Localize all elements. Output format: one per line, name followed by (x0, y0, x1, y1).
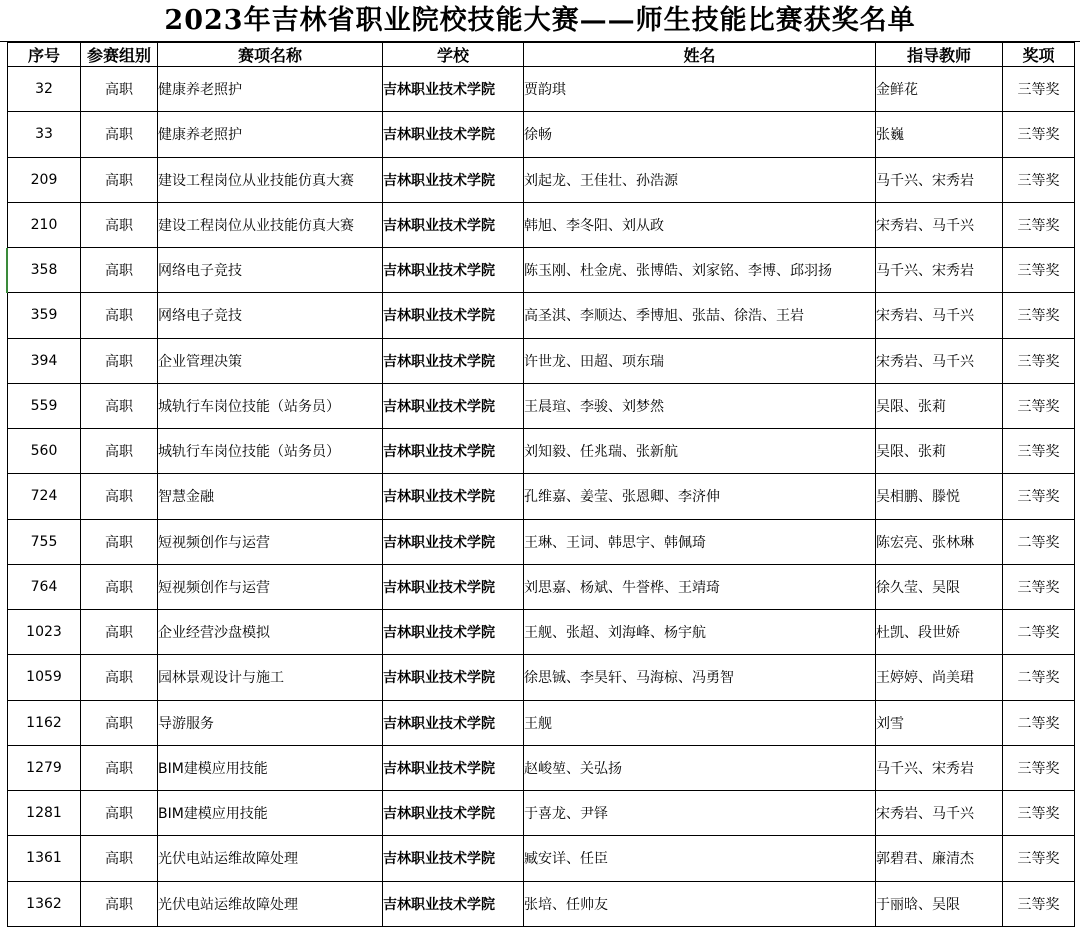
cell-school[interactable]: 吉林职业技术学院 (383, 745, 524, 790)
cell-no[interactable]: 1059 (8, 655, 81, 700)
cell-school[interactable]: 吉林职业技术学院 (383, 429, 524, 474)
cell-event[interactable]: 建设工程岗位从业技能仿真大赛 (158, 202, 383, 247)
table-row (8, 791, 1075, 836)
cell-group[interactable]: 高职 (81, 112, 158, 157)
cell-teacher[interactable]: 张巍 (876, 112, 1003, 157)
cell-award[interactable]: 二等奖 (1003, 655, 1075, 700)
cell-names[interactable]: 徐畅 (524, 112, 876, 157)
header-group[interactable]: 参赛组别 (81, 43, 158, 67)
cell-no[interactable]: 755 (8, 519, 81, 564)
cell-group[interactable]: 高职 (81, 564, 158, 609)
cell-award[interactable]: 三等奖 (1003, 383, 1075, 428)
cell-group[interactable]: 高职 (81, 67, 158, 112)
cell-event[interactable]: 光伏电站运维故障处理 (158, 836, 383, 881)
cell-teacher[interactable]: 郭碧君、廉清杰 (876, 836, 1003, 881)
cell-award[interactable]: 二等奖 (1003, 700, 1075, 745)
cell-teacher[interactable]: 刘雪 (876, 700, 1003, 745)
active-cell-marker (6, 248, 8, 293)
cell-group[interactable]: 高职 (81, 836, 158, 881)
cell-group[interactable]: 高职 (81, 248, 158, 293)
cell-event[interactable]: 企业经营沙盘模拟 (158, 610, 383, 655)
cell-teacher[interactable]: 吴相鹏、滕悦 (876, 474, 1003, 519)
cell-teacher[interactable]: 徐久莹、吴限 (876, 564, 1003, 609)
header-award[interactable]: 奖项 (1003, 43, 1075, 67)
cell-group[interactable]: 高职 (81, 157, 158, 202)
cell-award[interactable]: 三等奖 (1003, 112, 1075, 157)
cell-no[interactable]: 32 (8, 67, 81, 112)
cell-no[interactable]: 724 (8, 474, 81, 519)
cell-school[interactable]: 吉林职业技术学院 (383, 293, 524, 338)
table-row (8, 157, 1075, 202)
cell-names[interactable]: 王舰、张超、刘海峰、杨宇航 (524, 610, 876, 655)
cell-teacher[interactable]: 马千兴、宋秀岩 (876, 248, 1003, 293)
table-row (8, 202, 1075, 247)
table-row (8, 836, 1075, 881)
cell-award[interactable]: 三等奖 (1003, 564, 1075, 609)
cell-school[interactable]: 吉林职业技术学院 (383, 202, 524, 247)
cell-school[interactable]: 吉林职业技术学院 (383, 610, 524, 655)
cell-school[interactable]: 吉林职业技术学院 (383, 836, 524, 881)
cell-school[interactable]: 吉林职业技术学院 (383, 791, 524, 836)
cell-award[interactable]: 三等奖 (1003, 745, 1075, 790)
table-row (8, 745, 1075, 790)
cell-no[interactable]: 1361 (8, 836, 81, 881)
cell-school[interactable]: 吉林职业技术学院 (383, 474, 524, 519)
cell-names[interactable]: 许世龙、田超、项东瑞 (524, 338, 876, 383)
cell-event[interactable]: 网络电子竞技 (158, 293, 383, 338)
cell-event[interactable]: 网络电子竞技 (158, 248, 383, 293)
cell-event[interactable]: 智慧金融 (158, 474, 383, 519)
cell-award[interactable]: 三等奖 (1003, 157, 1075, 202)
cell-group[interactable]: 高职 (81, 700, 158, 745)
cell-no[interactable]: 764 (8, 564, 81, 609)
cell-group[interactable]: 高职 (81, 474, 158, 519)
cell-teacher[interactable]: 杜凯、段世娇 (876, 610, 1003, 655)
cell-award[interactable]: 三等奖 (1003, 248, 1075, 293)
cell-group[interactable]: 高职 (81, 881, 158, 926)
cell-group[interactable]: 高职 (81, 791, 158, 836)
cell-award[interactable]: 三等奖 (1003, 429, 1075, 474)
page-title: 2023年吉林省职业院校技能大赛——师生技能比赛获奖名单 (0, 0, 1080, 42)
cell-event[interactable]: 短视频创作与运营 (158, 519, 383, 564)
cell-no[interactable]: 1362 (8, 881, 81, 926)
cell-school[interactable]: 吉林职业技术学院 (383, 338, 524, 383)
cell-teacher[interactable]: 吴限、张莉 (876, 383, 1003, 428)
cell-group[interactable]: 高职 (81, 610, 158, 655)
table-row (8, 610, 1075, 655)
awards-table (7, 42, 1075, 927)
cell-names[interactable]: 赵峻堃、关弘扬 (524, 745, 876, 790)
cell-award[interactable]: 三等奖 (1003, 881, 1075, 926)
table-row (8, 700, 1075, 745)
cell-names[interactable]: 孔维嘉、姜莹、张恩卿、李济伸 (524, 474, 876, 519)
cell-school[interactable]: 吉林职业技术学院 (383, 67, 524, 112)
cell-award[interactable]: 三等奖 (1003, 338, 1075, 383)
cell-names[interactable]: 臧安详、任臣 (524, 836, 876, 881)
cell-names[interactable]: 贾韵琪 (524, 67, 876, 112)
cell-event[interactable]: BIM建模应用技能 (158, 791, 383, 836)
table-row (8, 383, 1075, 428)
table-row (8, 564, 1075, 609)
cell-teacher[interactable]: 吴限、张莉 (876, 429, 1003, 474)
cell-no[interactable]: 394 (8, 338, 81, 383)
cell-event[interactable]: 健康养老照护 (158, 67, 383, 112)
cell-event[interactable]: 城轨行车岗位技能（站务员） (158, 383, 383, 428)
cell-group[interactable]: 高职 (81, 745, 158, 790)
cell-award[interactable]: 二等奖 (1003, 519, 1075, 564)
cell-names[interactable]: 王晨瑄、李骏、刘梦然 (524, 383, 876, 428)
cell-school[interactable]: 吉林职业技术学院 (383, 383, 524, 428)
cell-event[interactable]: 导游服务 (158, 700, 383, 745)
cell-group[interactable]: 高职 (81, 383, 158, 428)
cell-names[interactable]: 徐思铖、李昊轩、马海椋、冯勇智 (524, 655, 876, 700)
cell-teacher[interactable]: 马千兴、宋秀岩 (876, 157, 1003, 202)
cell-no[interactable]: 33 (8, 112, 81, 157)
table-row (8, 429, 1075, 474)
cell-teacher[interactable]: 马千兴、宋秀岩 (876, 745, 1003, 790)
cell-school[interactable]: 吉林职业技术学院 (383, 112, 524, 157)
cell-names[interactable]: 刘思嘉、杨斌、牛誉桦、王靖琦 (524, 564, 876, 609)
cell-award[interactable]: 二等奖 (1003, 610, 1075, 655)
header-row (8, 43, 1075, 67)
table-row (8, 338, 1075, 383)
cell-event[interactable]: BIM建模应用技能 (158, 745, 383, 790)
cell-teacher[interactable]: 宋秀岩、马千兴 (876, 202, 1003, 247)
cell-school[interactable]: 吉林职业技术学院 (383, 248, 524, 293)
cell-school[interactable]: 吉林职业技术学院 (383, 655, 524, 700)
cell-school[interactable]: 吉林职业技术学院 (383, 519, 524, 564)
table-row (8, 112, 1075, 157)
cell-no[interactable]: 559 (8, 383, 81, 428)
cell-event[interactable]: 企业管理决策 (158, 338, 383, 383)
cell-no[interactable]: 560 (8, 429, 81, 474)
cell-names[interactable]: 陈玉刚、杜金虎、张博皓、刘家铭、李博、邱羽扬 (524, 248, 876, 293)
cell-no[interactable]: 210 (8, 202, 81, 247)
cell-no[interactable]: 209 (8, 157, 81, 202)
cell-no[interactable]: 359 (8, 293, 81, 338)
cell-names[interactable]: 高圣淇、李顺达、季博旭、张喆、徐浩、王岩 (524, 293, 876, 338)
cell-award[interactable]: 三等奖 (1003, 202, 1075, 247)
header-event[interactable]: 赛项名称 (158, 43, 383, 67)
cell-names[interactable]: 韩旭、李冬阳、刘从政 (524, 202, 876, 247)
cell-teacher[interactable]: 宋秀岩、马千兴 (876, 791, 1003, 836)
cell-event[interactable]: 光伏电站运维故障处理 (158, 881, 383, 926)
header-no[interactable]: 序号 (8, 43, 81, 67)
header-teacher[interactable]: 指导教师 (876, 43, 1003, 67)
cell-no[interactable]: 1023 (8, 610, 81, 655)
cell-event[interactable]: 园林景观设计与施工 (158, 655, 383, 700)
cell-award[interactable]: 三等奖 (1003, 474, 1075, 519)
cell-event[interactable]: 建设工程岗位从业技能仿真大赛 (158, 157, 383, 202)
table-row (8, 474, 1075, 519)
cell-teacher[interactable]: 宋秀岩、马千兴 (876, 293, 1003, 338)
cell-teacher[interactable]: 于丽晗、吴限 (876, 881, 1003, 926)
cell-no[interactable]: 358 (8, 248, 81, 293)
cell-group[interactable]: 高职 (81, 202, 158, 247)
cell-group[interactable]: 高职 (81, 519, 158, 564)
cell-teacher[interactable]: 陈宏亮、张林琳 (876, 519, 1003, 564)
cell-award[interactable]: 三等奖 (1003, 67, 1075, 112)
cell-award[interactable]: 三等奖 (1003, 293, 1075, 338)
cell-no[interactable]: 1162 (8, 700, 81, 745)
cell-group[interactable]: 高职 (81, 338, 158, 383)
cell-names[interactable]: 刘起龙、王佳壮、孙浩源 (524, 157, 876, 202)
cell-no[interactable]: 1279 (8, 745, 81, 790)
cell-group[interactable]: 高职 (81, 429, 158, 474)
cell-school[interactable]: 吉林职业技术学院 (383, 564, 524, 609)
cell-names[interactable]: 于喜龙、尹铎 (524, 791, 876, 836)
table-row (8, 293, 1075, 338)
cell-no[interactable]: 1281 (8, 791, 81, 836)
cell-event[interactable]: 健康养老照护 (158, 112, 383, 157)
table-row (8, 248, 1075, 293)
cell-teacher[interactable]: 宋秀岩、马千兴 (876, 338, 1003, 383)
cell-names[interactable]: 刘知毅、任兆瑞、张新航 (524, 429, 876, 474)
cell-group[interactable]: 高职 (81, 655, 158, 700)
cell-event[interactable]: 短视频创作与运营 (158, 564, 383, 609)
table-row (8, 519, 1075, 564)
header-school[interactable]: 学校 (383, 43, 524, 67)
cell-group[interactable]: 高职 (81, 293, 158, 338)
cell-school[interactable]: 吉林职业技术学院 (383, 881, 524, 926)
cell-names[interactable]: 王琳、王词、韩思宇、韩佩琦 (524, 519, 876, 564)
table-row (8, 881, 1075, 926)
cell-names[interactable]: 王舰 (524, 700, 876, 745)
cell-teacher[interactable]: 王婷婷、尚美珺 (876, 655, 1003, 700)
cell-school[interactable]: 吉林职业技术学院 (383, 157, 524, 202)
table-row (8, 655, 1075, 700)
header-names[interactable]: 姓名 (524, 43, 876, 67)
cell-teacher[interactable]: 金鲜花 (876, 67, 1003, 112)
cell-award[interactable]: 三等奖 (1003, 836, 1075, 881)
cell-school[interactable]: 吉林职业技术学院 (383, 700, 524, 745)
cell-award[interactable]: 三等奖 (1003, 791, 1075, 836)
cell-names[interactable]: 张培、任帅友 (524, 881, 876, 926)
table-row (8, 67, 1075, 112)
cell-event[interactable]: 城轨行车岗位技能（站务员） (158, 429, 383, 474)
